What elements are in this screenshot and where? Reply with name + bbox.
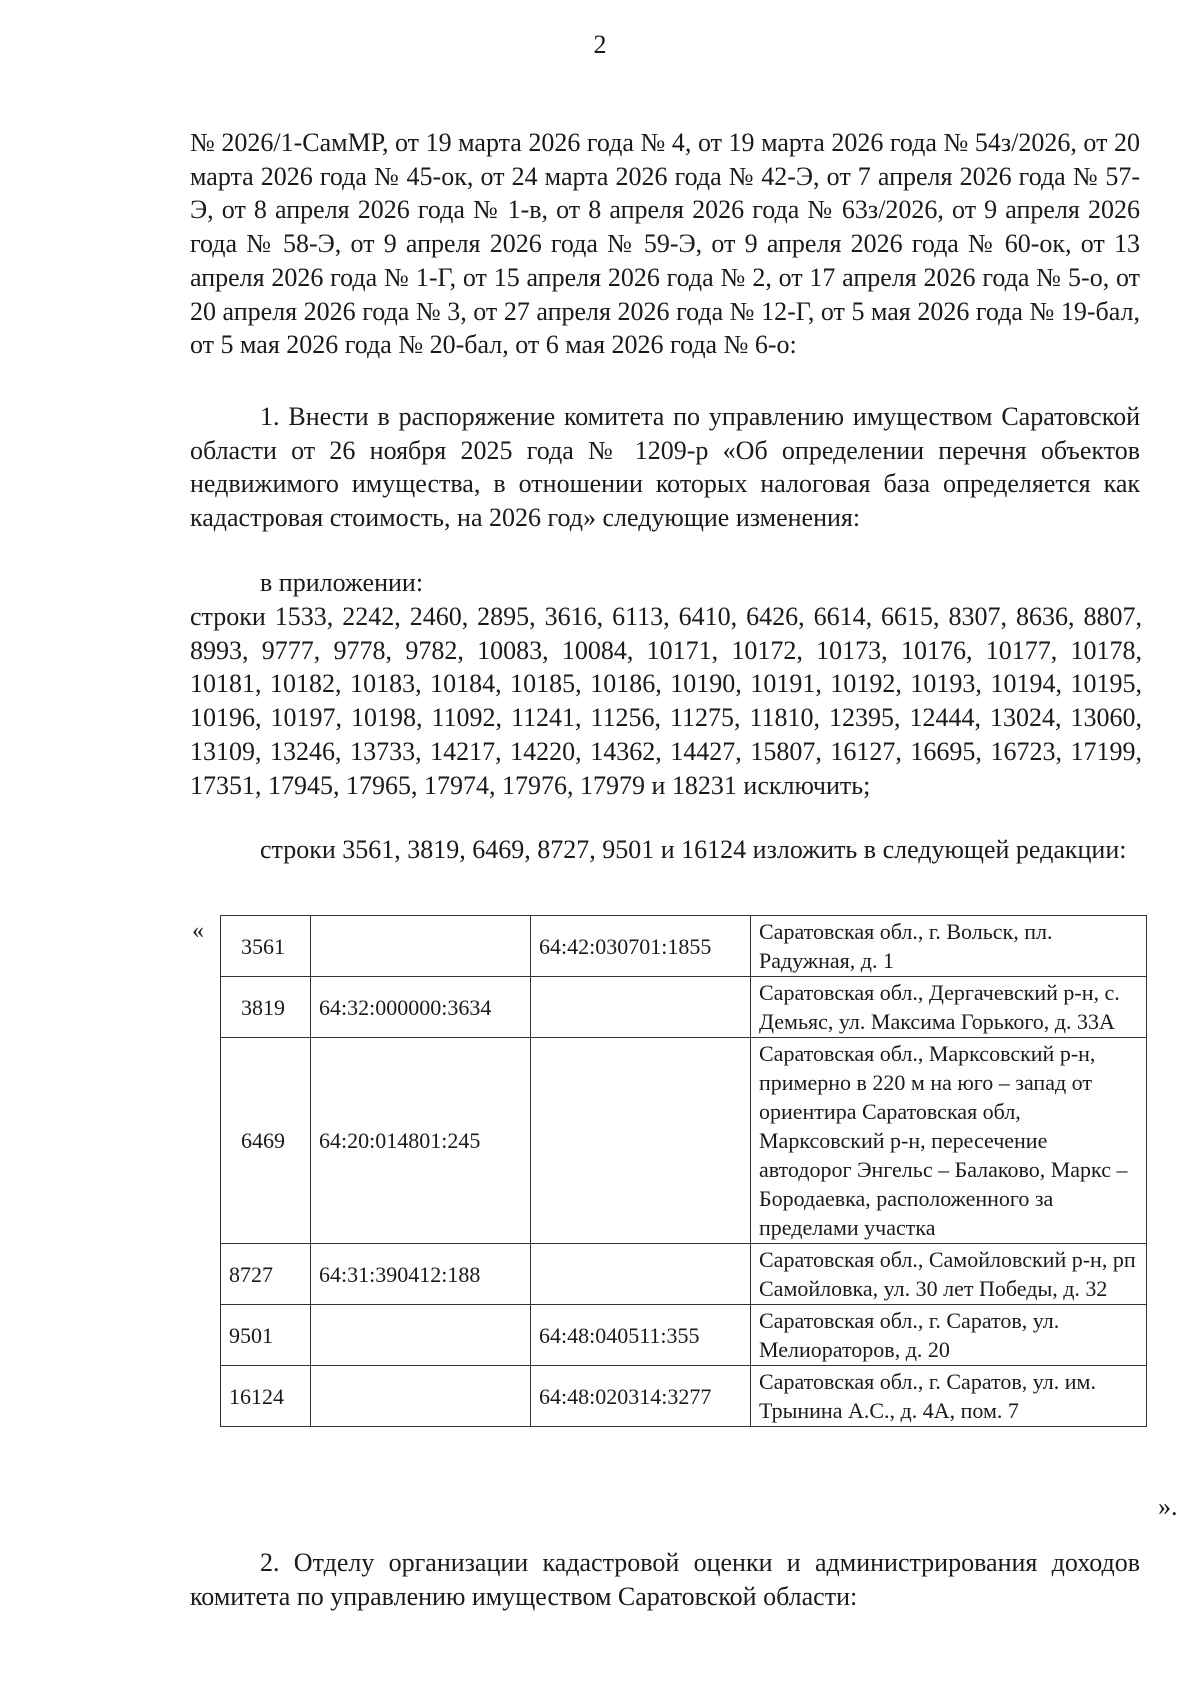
table-row — [221, 1038, 1147, 1244]
room-cadastral-number: 64:48:040511:355 — [531, 1305, 751, 1366]
object-address: Саратовская обл., Самойловский р-н, рп Самойловка, ул. 30 лет Победы, д. 32 — [751, 1244, 1147, 1305]
item-1-paragraph: 1. Внести в распоряжение комитета по управлению имуществом Саратовской области от 26 ноября 2025 года № 1209-р «Об определении перечня объектов недвижимого имущества, в отношении которых налоговая база определяется как кадастровая стоимость, на 2026 год» следующие изменения: — [190, 402, 1140, 533]
intro-paragraph: № 2026/1-СамМР, от 19 марта 2026 года № 4, от 19 марта 2026 года № 54з/2026, от 20 марта 2026 года № 45-ок, от 24 марта 2026 года № 42-Э, от 7 апреля 2026 года № 57-Э, от 8 апреля 2026 года № 1-в, от 8 апреля 2026 года № 63з/2026, от 9 апреля 2026 года № 58-Э, от 9 апреля 2026 года № 59-Э, от 9 апреля 2026 года № 60-ок, от 13 апреля 2026 года № 1-Г, от 15 апреля 2026 года № 2, от 17 апреля 2026 года № 5-о, от 20 апреля 2026 года № 3, от 27 апреля 2026 года № 12-Г, от 5 мая 2026 года № 19-бал, от 5 мая 2026 года № 20-бал, от 6 мая 2026 года № 6-о: — [190, 128, 1140, 360]
building-cadastral-number — [311, 1305, 531, 1366]
object-address: Саратовская обл., Марксовский р-н, примерно в 220 м на юго – запад от ориентира Саратовская обл, Марксовский р-н, пересечение автодорог Энгельс – Балаково, Маркс – Бородаевка, расположенного за пределами участка — [751, 1038, 1147, 1244]
object-address: Саратовская обл., г. Вольск, пл. Радужная, д. 1 — [751, 916, 1147, 977]
room-cadastral-number — [531, 977, 751, 1038]
object-address: Саратовская обл., г. Саратов, ул. Мелиораторов, д. 20 — [751, 1305, 1147, 1366]
room-cadastral-number — [531, 1244, 751, 1305]
object-address: Саратовская обл., г. Саратов, ул. им. Трынина А.С., д. 4А, пом. 7 — [751, 1366, 1147, 1427]
edit-intro-paragraph: строки 3561, 3819, 6469, 8727, 9501 и 16124 изложить в следующей редакции: — [260, 835, 1127, 864]
appendix-label: в приложении: — [260, 568, 424, 597]
table-row — [221, 1366, 1147, 1427]
building-cadastral-number: 64:31:390412:188 — [311, 1244, 531, 1305]
table-row — [221, 1305, 1147, 1366]
object-address: Саратовская обл., Дергачевский р-н, с. Демьяс, ул. Максима Горького, д. 33А — [751, 977, 1147, 1038]
item-2-paragraph: 2. Отделу организации кадастровой оценки и администрирования доходов комитета по управлению имуществом Саратовской области: — [190, 1548, 1140, 1611]
row-number: 3819 — [221, 977, 311, 1038]
room-cadastral-number: 64:42:030701:1855 — [531, 916, 751, 977]
building-cadastral-number — [311, 916, 531, 977]
quote-close-mark: ». — [1158, 1492, 1178, 1521]
building-cadastral-number — [311, 1366, 531, 1427]
building-cadastral-number: 64:20:014801:245 — [311, 1038, 531, 1244]
table-row — [221, 916, 1147, 977]
row-number: 16124 — [221, 1366, 311, 1427]
replacement-rows-table — [220, 915, 1147, 1427]
quote-open-mark: « — [192, 918, 204, 944]
building-cadastral-number: 64:32:000000:3634 — [311, 977, 531, 1038]
row-number: 3561 — [221, 916, 311, 977]
room-cadastral-number — [531, 1038, 751, 1244]
table-row — [221, 1244, 1147, 1305]
page-number: 2 — [593, 30, 607, 59]
table-row — [221, 977, 1147, 1038]
row-number: 8727 — [221, 1244, 311, 1305]
row-number: 6469 — [221, 1038, 311, 1244]
row-number: 9501 — [221, 1305, 311, 1366]
excluded-lines-paragraph: строки 1533, 2242, 2460, 2895, 3616, 6113, 6410, 6426, 6614, 6615, 8307, 8636, 8807, 8993, 9777, 9778, 9782, 10083, 10084, 10171, 10172, 10173, 10176, 10177, 10178, 10181, 10182, 10183, 10184, 10185, 10186, 10190, 10191, 10192, 10193, 10194, 10195, 10196, 10197, 10198, 11092, 11241, 11256, 11275, 11810, 12395, 12444, 13024, 13060, 13109, 13246, 13733, 14217, 14220, 14362, 14427, 15807, 16127, 16695, 16723, 17199, 17351, 17945, 17965, 17974, 17976, 17979 и 18231 исключить; — [190, 602, 1142, 800]
room-cadastral-number: 64:48:020314:3277 — [531, 1366, 751, 1427]
